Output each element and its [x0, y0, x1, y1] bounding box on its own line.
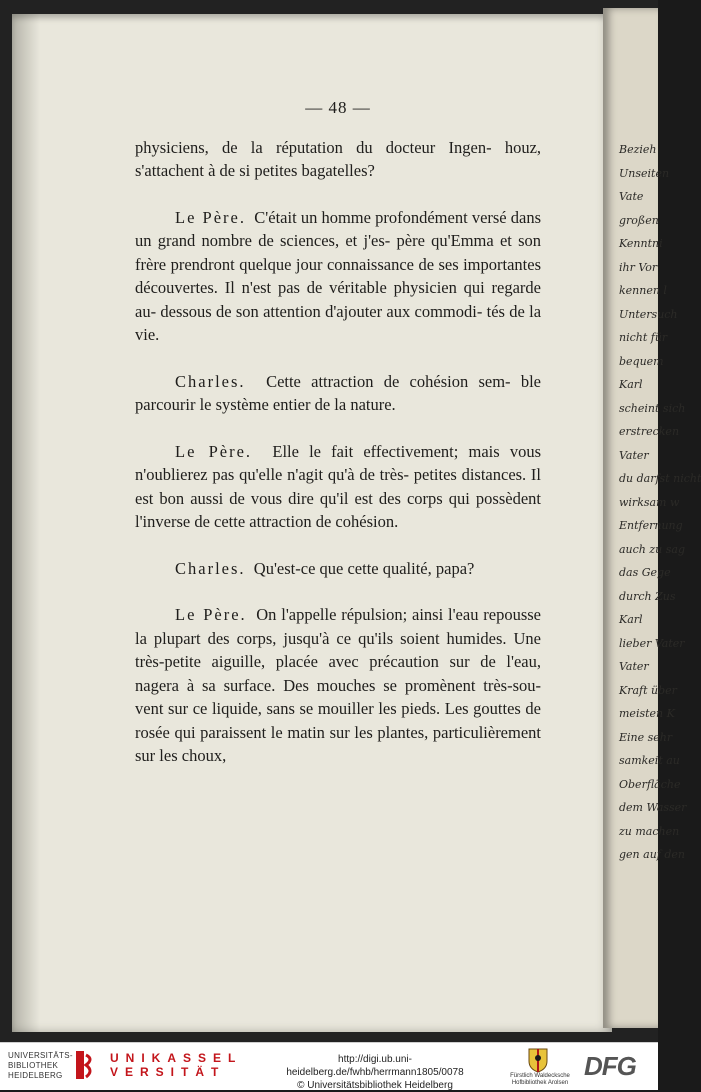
- right-page-line: du darfst nicht: [619, 472, 701, 485]
- kassel-logo-line1: UNIKASSEL: [110, 1051, 243, 1065]
- right-page-line: Unseiten: [619, 166, 670, 180]
- speaker-name: Charles.: [175, 558, 246, 578]
- right-page-line: dem Wasser: [619, 801, 687, 814]
- text-line: qu'il est des corps qui possèdent l'inverse de cette: [135, 488, 541, 531]
- paragraph: [135, 603, 541, 768]
- right-page-line: lieber Vater: [619, 636, 685, 650]
- right-page-line: durch Zus: [619, 589, 676, 603]
- text-line: les plantes, particulièrement sur les choux,: [135, 722, 541, 765]
- speaker-name: Le Père.: [175, 441, 253, 461]
- paragraph: [135, 206, 541, 347]
- heidelberg-logo-line: HEIDELBERG: [8, 1071, 63, 1080]
- paragraph: [135, 440, 541, 534]
- right-page-line: Bezieh: [619, 143, 657, 156]
- right-page-line: Eine sehr: [619, 730, 673, 744]
- right-page-line: wirksam w: [619, 495, 680, 509]
- text-line: qu'ils soient humides. Une très-petite aiguille,: [135, 628, 542, 671]
- right-page-line: Karl: [619, 613, 643, 626]
- right-page-line: kennen l: [619, 284, 667, 297]
- arolsen-line: Hofbibliothek Arolsen: [511, 1080, 569, 1086]
- right-page-line: Vater: [619, 448, 649, 462]
- source-url-link[interactable]: http://digi.ub.uni-heidelberg.de/fwhb/herrmann1805/0078: [286, 1054, 464, 1078]
- text-line: petites distances. Il est bon aussi de vous dire: [135, 465, 542, 508]
- right-page-line: auch zu sag: [619, 542, 686, 556]
- text-line: Elle le fait effectivement; mais: [272, 441, 500, 461]
- text-line: dessous de son attention d'ajouter aux commodi-: [160, 301, 483, 321]
- page-number: — 48 —: [305, 98, 371, 117]
- right-page-line: scheint sich: [619, 401, 686, 415]
- right-page-line: Karl: [619, 378, 643, 391]
- heidelberg-logo-text: [8, 1051, 73, 1081]
- text-line: physiciens, de la réputation du docteur Ingen-: [135, 137, 492, 157]
- text-line: versé dans un grand nombre de sciences, et j'es-: [135, 207, 542, 250]
- right-page-line: Untersuch: [619, 307, 678, 321]
- text-line: attraction de cohésion.: [249, 512, 399, 531]
- right-page-line: Vater: [619, 660, 649, 673]
- arolsen-line: Fürstlich Waldecksche: [510, 1073, 570, 1079]
- footer-bar: [0, 1042, 658, 1090]
- right-page-line: Oberfläche: [619, 777, 681, 791]
- text-line: On l'appelle répulsion; ainsi: [256, 605, 444, 624]
- kassel-logo-line2: VERSITÄT: [110, 1065, 226, 1079]
- paragraph: [135, 136, 541, 183]
- right-page-line: bequem: [619, 354, 664, 368]
- right-page-line: nicht für: [619, 331, 668, 344]
- text-line: vent sur ce liquide, sans se mouiller les pieds.: [135, 699, 441, 718]
- right-page-line: zu machen: [619, 824, 680, 838]
- right-page-line: das Gege: [619, 566, 671, 579]
- dfg-logo: DFG: [584, 1051, 636, 1081]
- paragraph: [135, 370, 541, 417]
- kassel-logo: [110, 1051, 242, 1079]
- right-page-fragment: [603, 8, 701, 1028]
- right-page-line: meisten K: [619, 707, 675, 720]
- text-line: surface. Des mouches se promènent très-sou-: [223, 675, 541, 695]
- right-page-line: Kenntni: [619, 237, 663, 250]
- right-page-line: Entfernung: [619, 519, 683, 532]
- text-line: Qu'est-ce que cette qualité, papa?: [253, 558, 475, 578]
- text-line: n'est pas de véritable physicien qui regarde au-: [135, 278, 541, 321]
- right-page-line: erstrecken: [619, 425, 680, 438]
- footer-source: [250, 1053, 500, 1092]
- right-page-line: großen: [619, 213, 659, 227]
- text-line: connaissance de ses importantes découvertes. Il: [135, 254, 541, 297]
- heidelberg-logo-line: UNIVERSITÄTS-: [8, 1051, 73, 1060]
- speaker-name: Charles.: [175, 371, 246, 391]
- text-line: Les gouttes de rosée qui paraissent le matin sur: [135, 699, 542, 742]
- speaker-name: Le Père.: [175, 605, 247, 624]
- text-line: houz, s'attachent à de si petites bagatelles?: [135, 137, 542, 180]
- speaker-name: Le Père.: [175, 207, 246, 227]
- right-page-line: gen auf den: [619, 848, 685, 861]
- text-line: Cette attraction de cohésion sem-: [266, 371, 511, 391]
- crest-icon: [527, 1047, 549, 1073]
- copyright-text: © Universitätsbibliothek Heidelberg: [297, 1080, 453, 1091]
- right-page-line: samkeit au: [619, 754, 680, 767]
- heidelberg-logo-line: BIBLIOTHEK: [8, 1061, 59, 1070]
- text-line: vous n'oublierez pas qu'elle n'agit qu'à de très-: [135, 441, 541, 484]
- text-line: père qu'Emma et son frère prendront quelque jour: [135, 231, 542, 274]
- heidelberg-logo-icon: [72, 1049, 96, 1081]
- right-page-line: ihr Vor: [619, 260, 658, 274]
- text-line: ble parcourir le système entier de la nature.: [135, 371, 541, 414]
- page-text: [135, 96, 541, 768]
- paragraphs: [135, 136, 541, 768]
- paragraph: [135, 557, 541, 581]
- right-page-line: Vate: [619, 190, 644, 203]
- text-line: placée avec précaution sur de l'eau, nagera à sa: [135, 652, 542, 695]
- text-line: tés de la vie.: [135, 301, 542, 344]
- right-page-line: Kraft über: [619, 683, 677, 697]
- arolsen-label: [500, 1073, 580, 1087]
- text-line: C'était un homme profondément: [254, 207, 468, 227]
- text-line: l'eau repousse la plupart des corps, jusqu'à ce: [135, 605, 541, 648]
